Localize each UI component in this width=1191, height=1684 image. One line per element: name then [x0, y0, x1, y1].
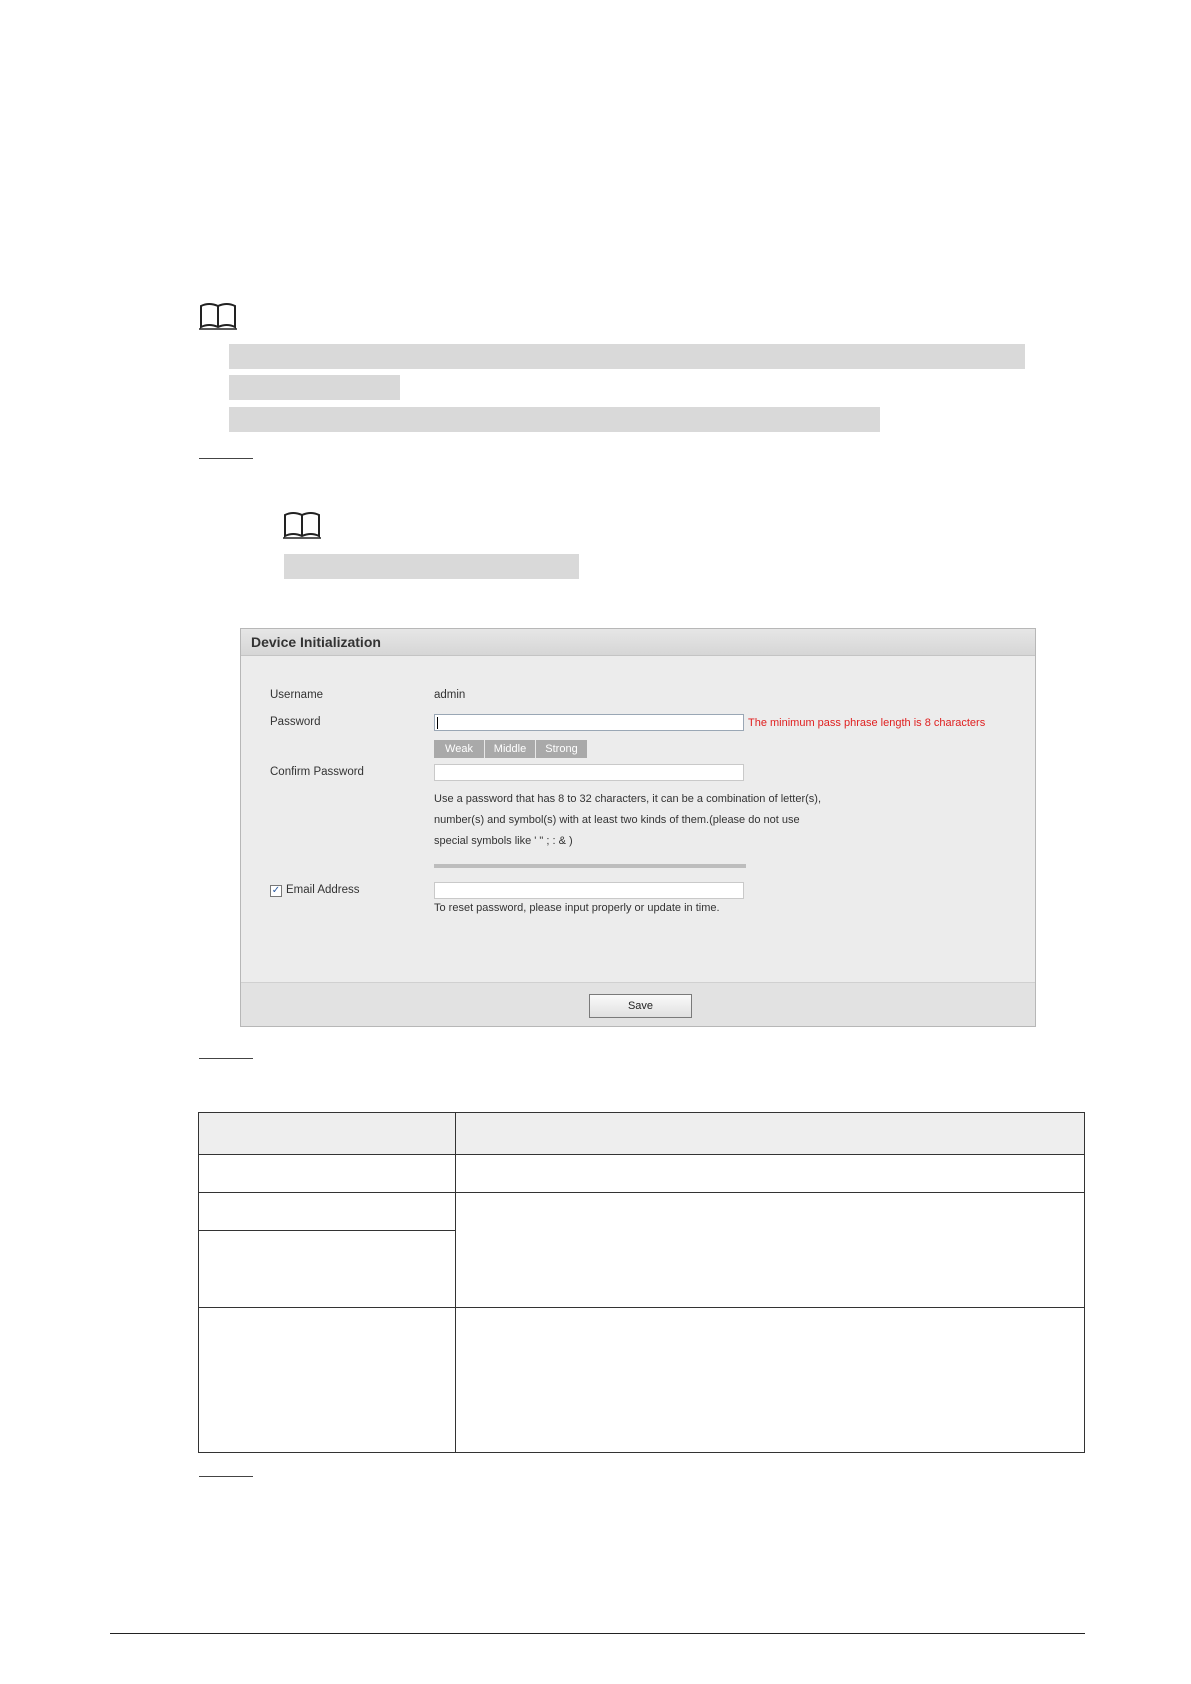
table-header-cell — [455, 1112, 1085, 1155]
confirm-password-input[interactable] — [434, 764, 744, 781]
password-hint-line: Use a password that has 8 to 32 characters, it can be a combination of letter(s), — [434, 793, 822, 805]
strength-weak: Weak — [434, 740, 485, 758]
redacted-text-line — [229, 407, 880, 432]
email-hint: To reset password, please input properly or update in time. — [434, 902, 720, 914]
email-address-input[interactable] — [434, 882, 744, 899]
table-cell — [198, 1154, 456, 1193]
password-hint — [434, 789, 854, 852]
note-book-icon — [283, 511, 321, 539]
redacted-text-line — [229, 344, 1025, 369]
redacted-text-line — [229, 375, 400, 400]
parameter-table — [199, 1113, 1085, 1453]
table-header-cell — [198, 1112, 456, 1155]
strength-strong: Strong — [536, 740, 587, 758]
text-caret — [437, 717, 438, 729]
device-initialization-dialog — [240, 628, 1036, 1027]
step-marker — [199, 458, 253, 459]
dialog-title: Device Initialization — [251, 634, 381, 650]
password-input[interactable] — [434, 714, 744, 731]
table-cell — [455, 1192, 1085, 1308]
email-address-label: Email Address — [286, 884, 360, 896]
password-hint-line: number(s) and symbol(s) with at least two kinds of them.(please do not use — [434, 814, 800, 826]
step-marker — [199, 1058, 253, 1059]
password-length-warning: The minimum pass phrase length is 8 characters — [748, 717, 986, 729]
table-cell — [198, 1307, 456, 1453]
redacted-text-line — [284, 554, 579, 579]
table-cell — [198, 1192, 456, 1231]
dialog-header — [241, 629, 1035, 656]
email-checkbox[interactable]: ✓ — [271, 885, 281, 896]
save-button[interactable]: Save — [589, 994, 692, 1018]
note-book-icon — [199, 302, 237, 330]
username-label: Username — [270, 689, 324, 701]
table-cell — [198, 1230, 456, 1308]
password-strength-bar — [434, 864, 746, 868]
password-label: Password — [270, 716, 321, 728]
page-footer-rule — [110, 1633, 1085, 1634]
strength-middle: Middle — [485, 740, 536, 758]
username-value: admin — [434, 689, 466, 701]
password-hint-line: special symbols like ' " ; : & ) — [434, 835, 573, 847]
step-marker — [199, 1476, 253, 1477]
table-cell — [455, 1307, 1085, 1453]
confirm-password-label: Confirm Password — [270, 766, 364, 778]
table-cell — [455, 1154, 1085, 1193]
